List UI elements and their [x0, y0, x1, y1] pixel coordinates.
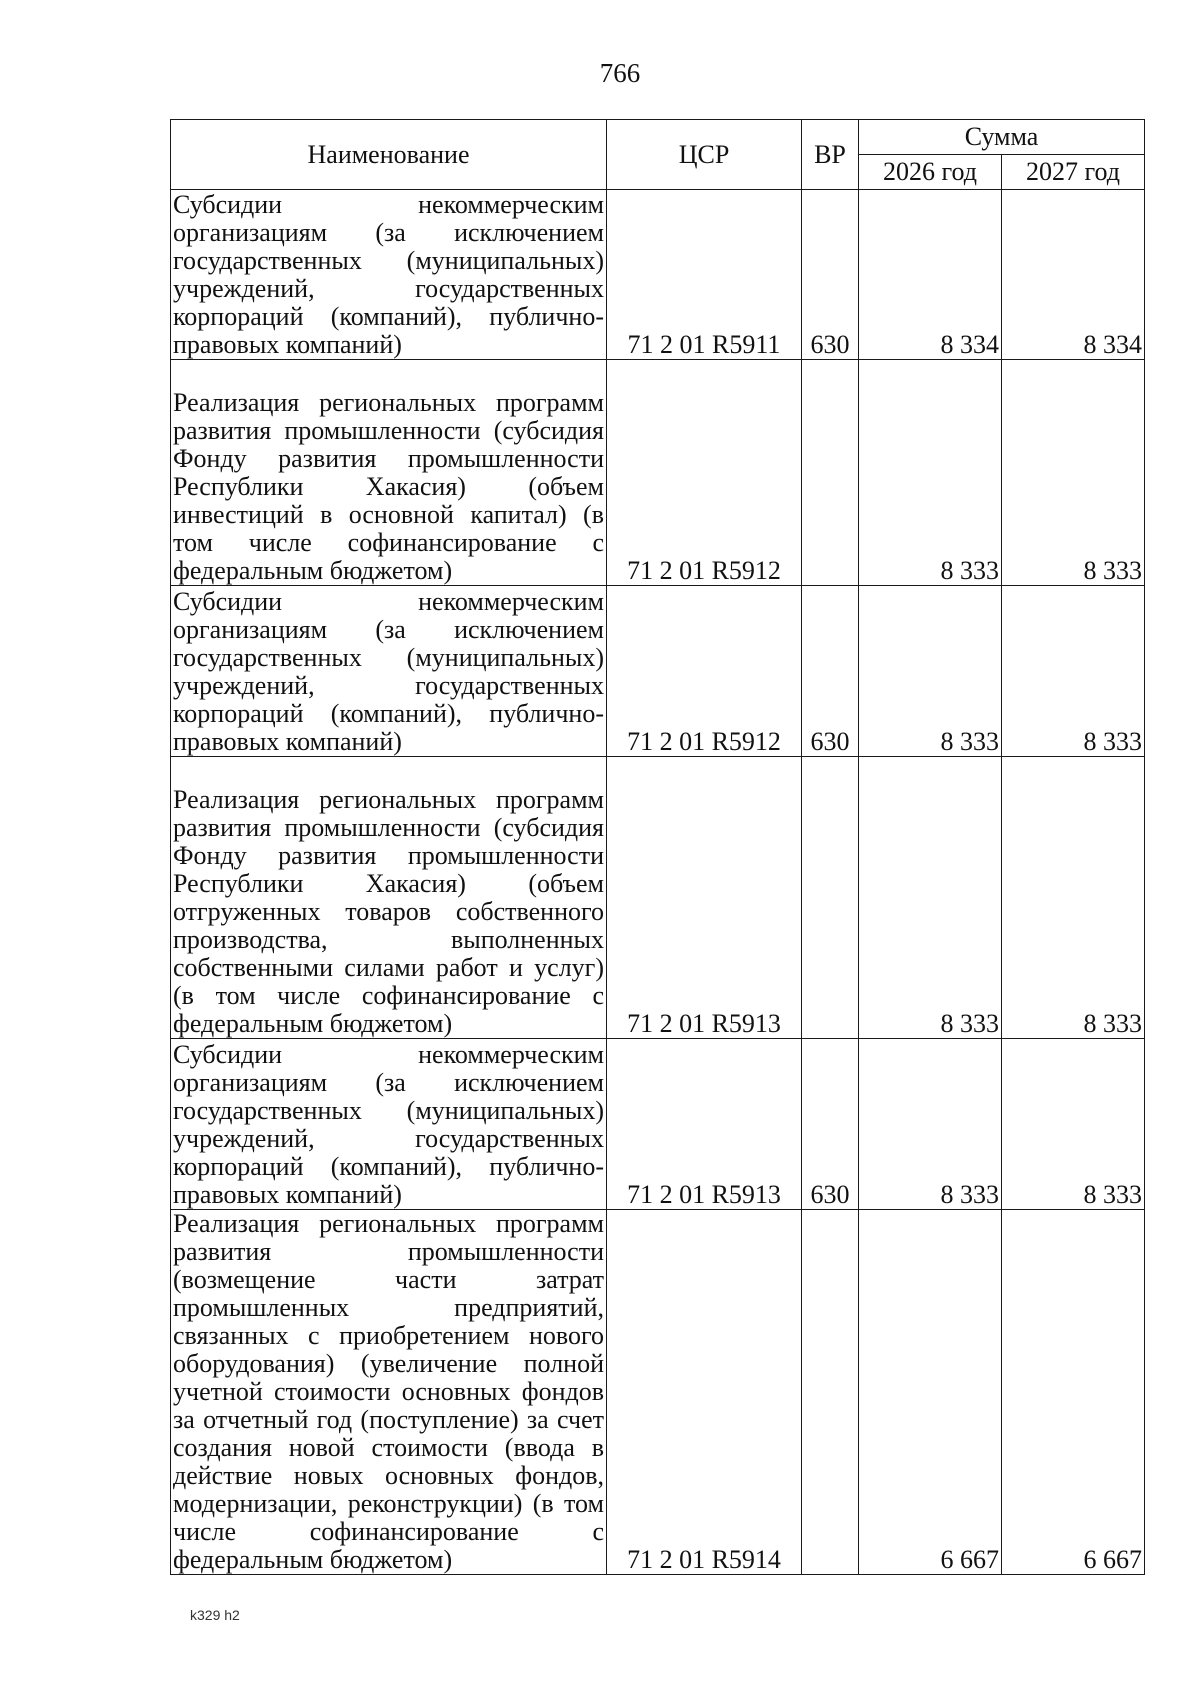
table-row [171, 360, 1145, 586]
row-name: Реализация региональных программ развития промышленности (возмещение части затрат промышленных предприятий, связанных с приобретением нового оборудования) (увеличение полной учетной стоимости основных фондов за отчетный год (поступление) за счет создания новой стоимости (ввода в действие новых основных фондов, модернизации, реконструкции) (в том числе софинансирование с федеральным бюджетом) [171, 1210, 607, 1575]
row-csr: 71 2 01 R5912 [607, 360, 802, 586]
page-number: 766 [599, 58, 641, 88]
row-sum-2026: 8 333 [859, 586, 1002, 757]
table-row [171, 757, 1145, 1039]
row-sum-2027: 8 333 [1002, 1039, 1145, 1210]
row-vr: 630 [802, 190, 859, 360]
row-sum-2026: 6 667 [859, 1210, 1002, 1575]
row-sum-2026: 8 333 [859, 1039, 1002, 1210]
row-csr: 71 2 01 R5912 [607, 586, 802, 757]
header-year-2027: 2027 год [1002, 155, 1145, 190]
header-sum: Сумма [859, 120, 1145, 155]
row-csr: 71 2 01 R5913 [607, 1039, 802, 1210]
row-name: Субсидии некоммерческим организациям (за исключением государственных (муниципальных) учреждений, государственных корпораций (компаний), публично-правовых компаний) [171, 1039, 607, 1210]
document-code: k329 h2 [190, 1607, 240, 1623]
row-vr: 630 [802, 1039, 859, 1210]
header-row [171, 120, 1145, 155]
row-csr: 71 2 01 R5913 [607, 757, 802, 1039]
row-vr [802, 360, 859, 586]
table-row [171, 1210, 1145, 1575]
header-csr: ЦСР [607, 120, 802, 190]
row-vr [802, 1210, 859, 1575]
row-name: Субсидии некоммерческим организациям (за исключением государственных (муниципальных) учреждений, государственных корпораций (компаний), публично-правовых компаний) [171, 190, 607, 360]
header-name: Наименование [171, 120, 607, 190]
budget-table [170, 119, 1145, 1575]
table-row [171, 190, 1145, 360]
row-sum-2026: 8 333 [859, 360, 1002, 586]
header-vr: ВР [802, 120, 859, 190]
table-row [171, 1039, 1145, 1210]
row-sum-2027: 8 333 [1002, 586, 1145, 757]
row-sum-2027: 8 333 [1002, 360, 1145, 586]
row-vr [802, 757, 859, 1039]
table-row [171, 586, 1145, 757]
row-sum-2027: 8 334 [1002, 190, 1145, 360]
row-name: Субсидии некоммерческим организациям (за исключением государственных (муниципальных) учреждений, государственных корпораций (компаний), публично-правовых компаний) [171, 586, 607, 757]
header-year-2026: 2026 год [859, 155, 1002, 190]
row-csr: 71 2 01 R5914 [607, 1210, 802, 1575]
row-sum-2026: 8 334 [859, 190, 1002, 360]
row-name: Реализация региональных программ развития промышленности (субсидия Фонду развития промышленности Республики Хакасия) (объем отгруженных товаров собственного производства, выполненных собственными силами работ и услуг) (в том числе софинансирование с федеральным бюджетом) [171, 757, 607, 1039]
row-sum-2027: 6 667 [1002, 1210, 1145, 1575]
row-vr: 630 [802, 586, 859, 757]
row-sum-2027: 8 333 [1002, 757, 1145, 1039]
row-name: Реализация региональных программ развития промышленности (субсидия Фонду развития промышленности Республики Хакасия) (объем инвестиций в основной капитал) (в том числе софинансирование с федеральным бюджетом) [171, 360, 607, 586]
row-sum-2026: 8 333 [859, 757, 1002, 1039]
row-csr: 71 2 01 R5911 [607, 190, 802, 360]
